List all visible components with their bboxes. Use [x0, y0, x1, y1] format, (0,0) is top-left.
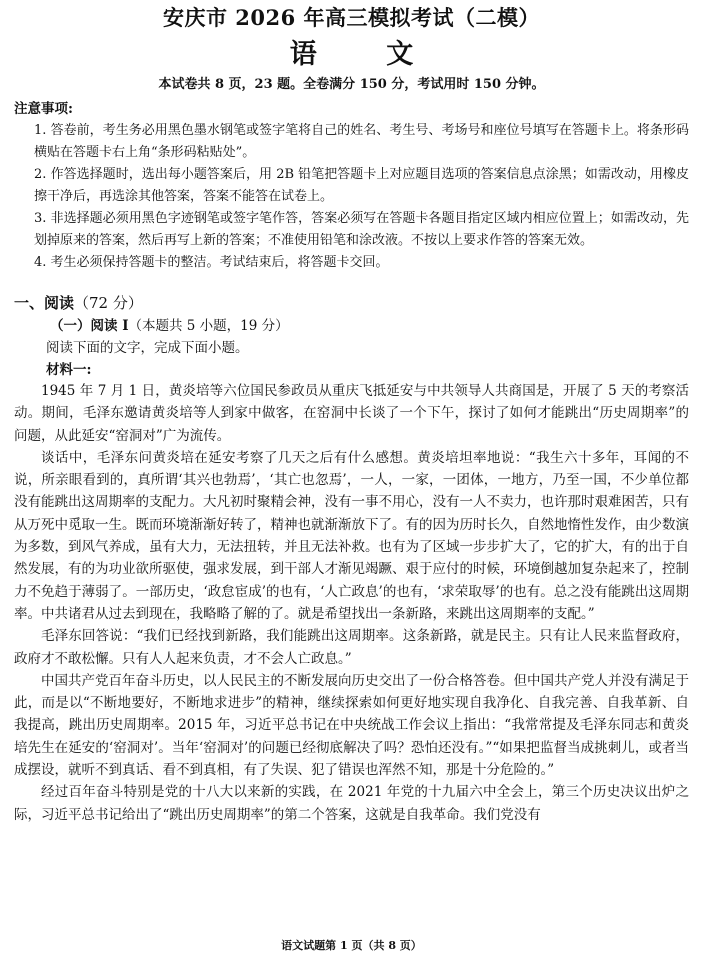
note-item: 3. 非选择题必须用黑色字迹钢笔或签字笔作答，答案必须写在答题卡各题目指定区域内相应位置上；如需改动，先划掉原来的答案，然后再写上新的答案；不准使用铅笔和涂改液。不按以上要求作答的答案无效。 — [34, 211, 689, 248]
notes-list — [14, 120, 689, 274]
note-item: 2. 作答选择题时，选出每小题答案后，用 2B 铅笔把答题卡上对应题目选项的答案信息点涂黑；如需改动，用橡皮擦干净后，再选涂其他答案，答案不能答在试卷上。 — [34, 167, 689, 204]
passage-paragraph: 谈话中，毛泽东问黄炎培在延安考察了几天之后有什么感想。黄炎培坦率地说：“我生六十多年，耳闻的不说，所亲眼看到的，真所谓‘其兴也勃焉’，‘其亡也忽焉’，一人，一家，一团体，一地方，乃至一国，不少单位都没有能跳出这周期率的支配力。大凡初时聚精会神，没有一事不用心，没有一人不卖力，也许那时艰难困苦，只有从万死中觅取一生。既而环境渐渐好转了，精神也就渐渐放下了。有的因为历时长久，自然地惰性发作，由少数演为多数，到风气养成，虽有大力，无法扭转，并且无法补救。也有为了区域一步步扩大了，它的扩大，有的出于自然发展，有的为功业欲所驱使，强求发展，到干部人才渐见竭蹶、艰于应付的时候，环境倒越加复杂起来了，控制力不免趋于薄弱了。一部历史，‘政怠宦成’的也有，‘人亡政息’的也有，‘求荣取辱’的也有。总之没有能跳出这周期率。中共诸君从过去到现在，我略略了解的了。就是希望找出一条新路，来跳出这周期率的支配。” — [14, 449, 689, 622]
subsection-note: （本题共 5 小题，19 分） — [128, 318, 289, 334]
section-heading — [14, 292, 689, 314]
passage-paragraph: 经过百年奋斗特别是党的十八大以来新的实践，在 2021 年党的十九届六中全会上，第三个历史决议出炉之际，习近平总书记给出了“跳出历史周期率”的第二个答案，这就是自我革命。我们党没有 — [14, 784, 689, 823]
page-footer: 语文试题第 1 页（共 8 页） — [281, 939, 422, 952]
subsection-heading — [50, 316, 689, 336]
exam-title: 安庆市 2026 年高三模拟考试（二模） — [162, 5, 541, 30]
note-item: 1. 答卷前，考生务必用黑色墨水钢笔或签字笔将自己的姓名、考生号、考场号和座位号填写在答题卡上。将条形码横贴在答题卡右上角“条形码粘贴处”。 — [34, 123, 689, 160]
subject-title: 语 文 — [289, 39, 444, 70]
section-label: 一、阅读 — [14, 294, 75, 312]
passage-paragraph: 中国共产党百年奋斗历史，以人民民主的不断发展向历史交出了一份合格答卷。但中国共产党人并没有满足于此，而是以“不断地要好，不断地求进步”的精神，继续探索如何更好地实现自我净化、自我完善、自我革新、自我提高，跳出历史周期率。2015 年，习近平总书记在中央统战工作会议上指出：“我常常提及毛泽东同志和黄炎培先生在延安的‘窑洞对’。当年‘窑洞对’的问题已经彻底解决了吗？恐怕还没有。”“如果把监督当成挑刺儿，或者当成摆设，就听不到真话、看不到真相，有了失误、犯了错误也浑然不知，那是十分危险的。” — [14, 672, 689, 779]
passage-paragraph: 1945 年 7 月 1 日，黄炎培等六位国民参政员从重庆飞抵延安与中共领导人共商国是，开展了 5 天的考察活动。期间，毛泽东邀请黄炎培等人到家中做客，在窑洞中长谈了一个下午，探讨了如何才能跳出“历史周期率”的问题，从此延安“窑洞对”广为流传。 — [14, 383, 689, 444]
exam-info: 本试卷共 8 页，23 题。全卷满分 150 分，考试用时 150 分钟。 — [158, 77, 545, 92]
material-label: 材料一: — [46, 362, 92, 378]
reading-instruction: 阅读下面的文字，完成下面小题。 — [46, 340, 249, 356]
passage-paragraph: 毛泽东回答说：“我们已经找到新路，我们能跳出这周期率。这条新路，就是民主。只有让人民来监督政府，政府才不敢松懈。只有人人起来负责，才不会人亡政息。” — [14, 628, 689, 667]
passage — [14, 380, 689, 826]
note-item: 4. 考生必须保持答题卡的整洁。考试结束后，将答题卡交回。 — [34, 255, 389, 270]
notes-heading: 注意事项: — [14, 101, 73, 117]
subsection-label: （一）阅读 I — [50, 318, 129, 334]
section-score: （72 分） — [74, 294, 143, 312]
